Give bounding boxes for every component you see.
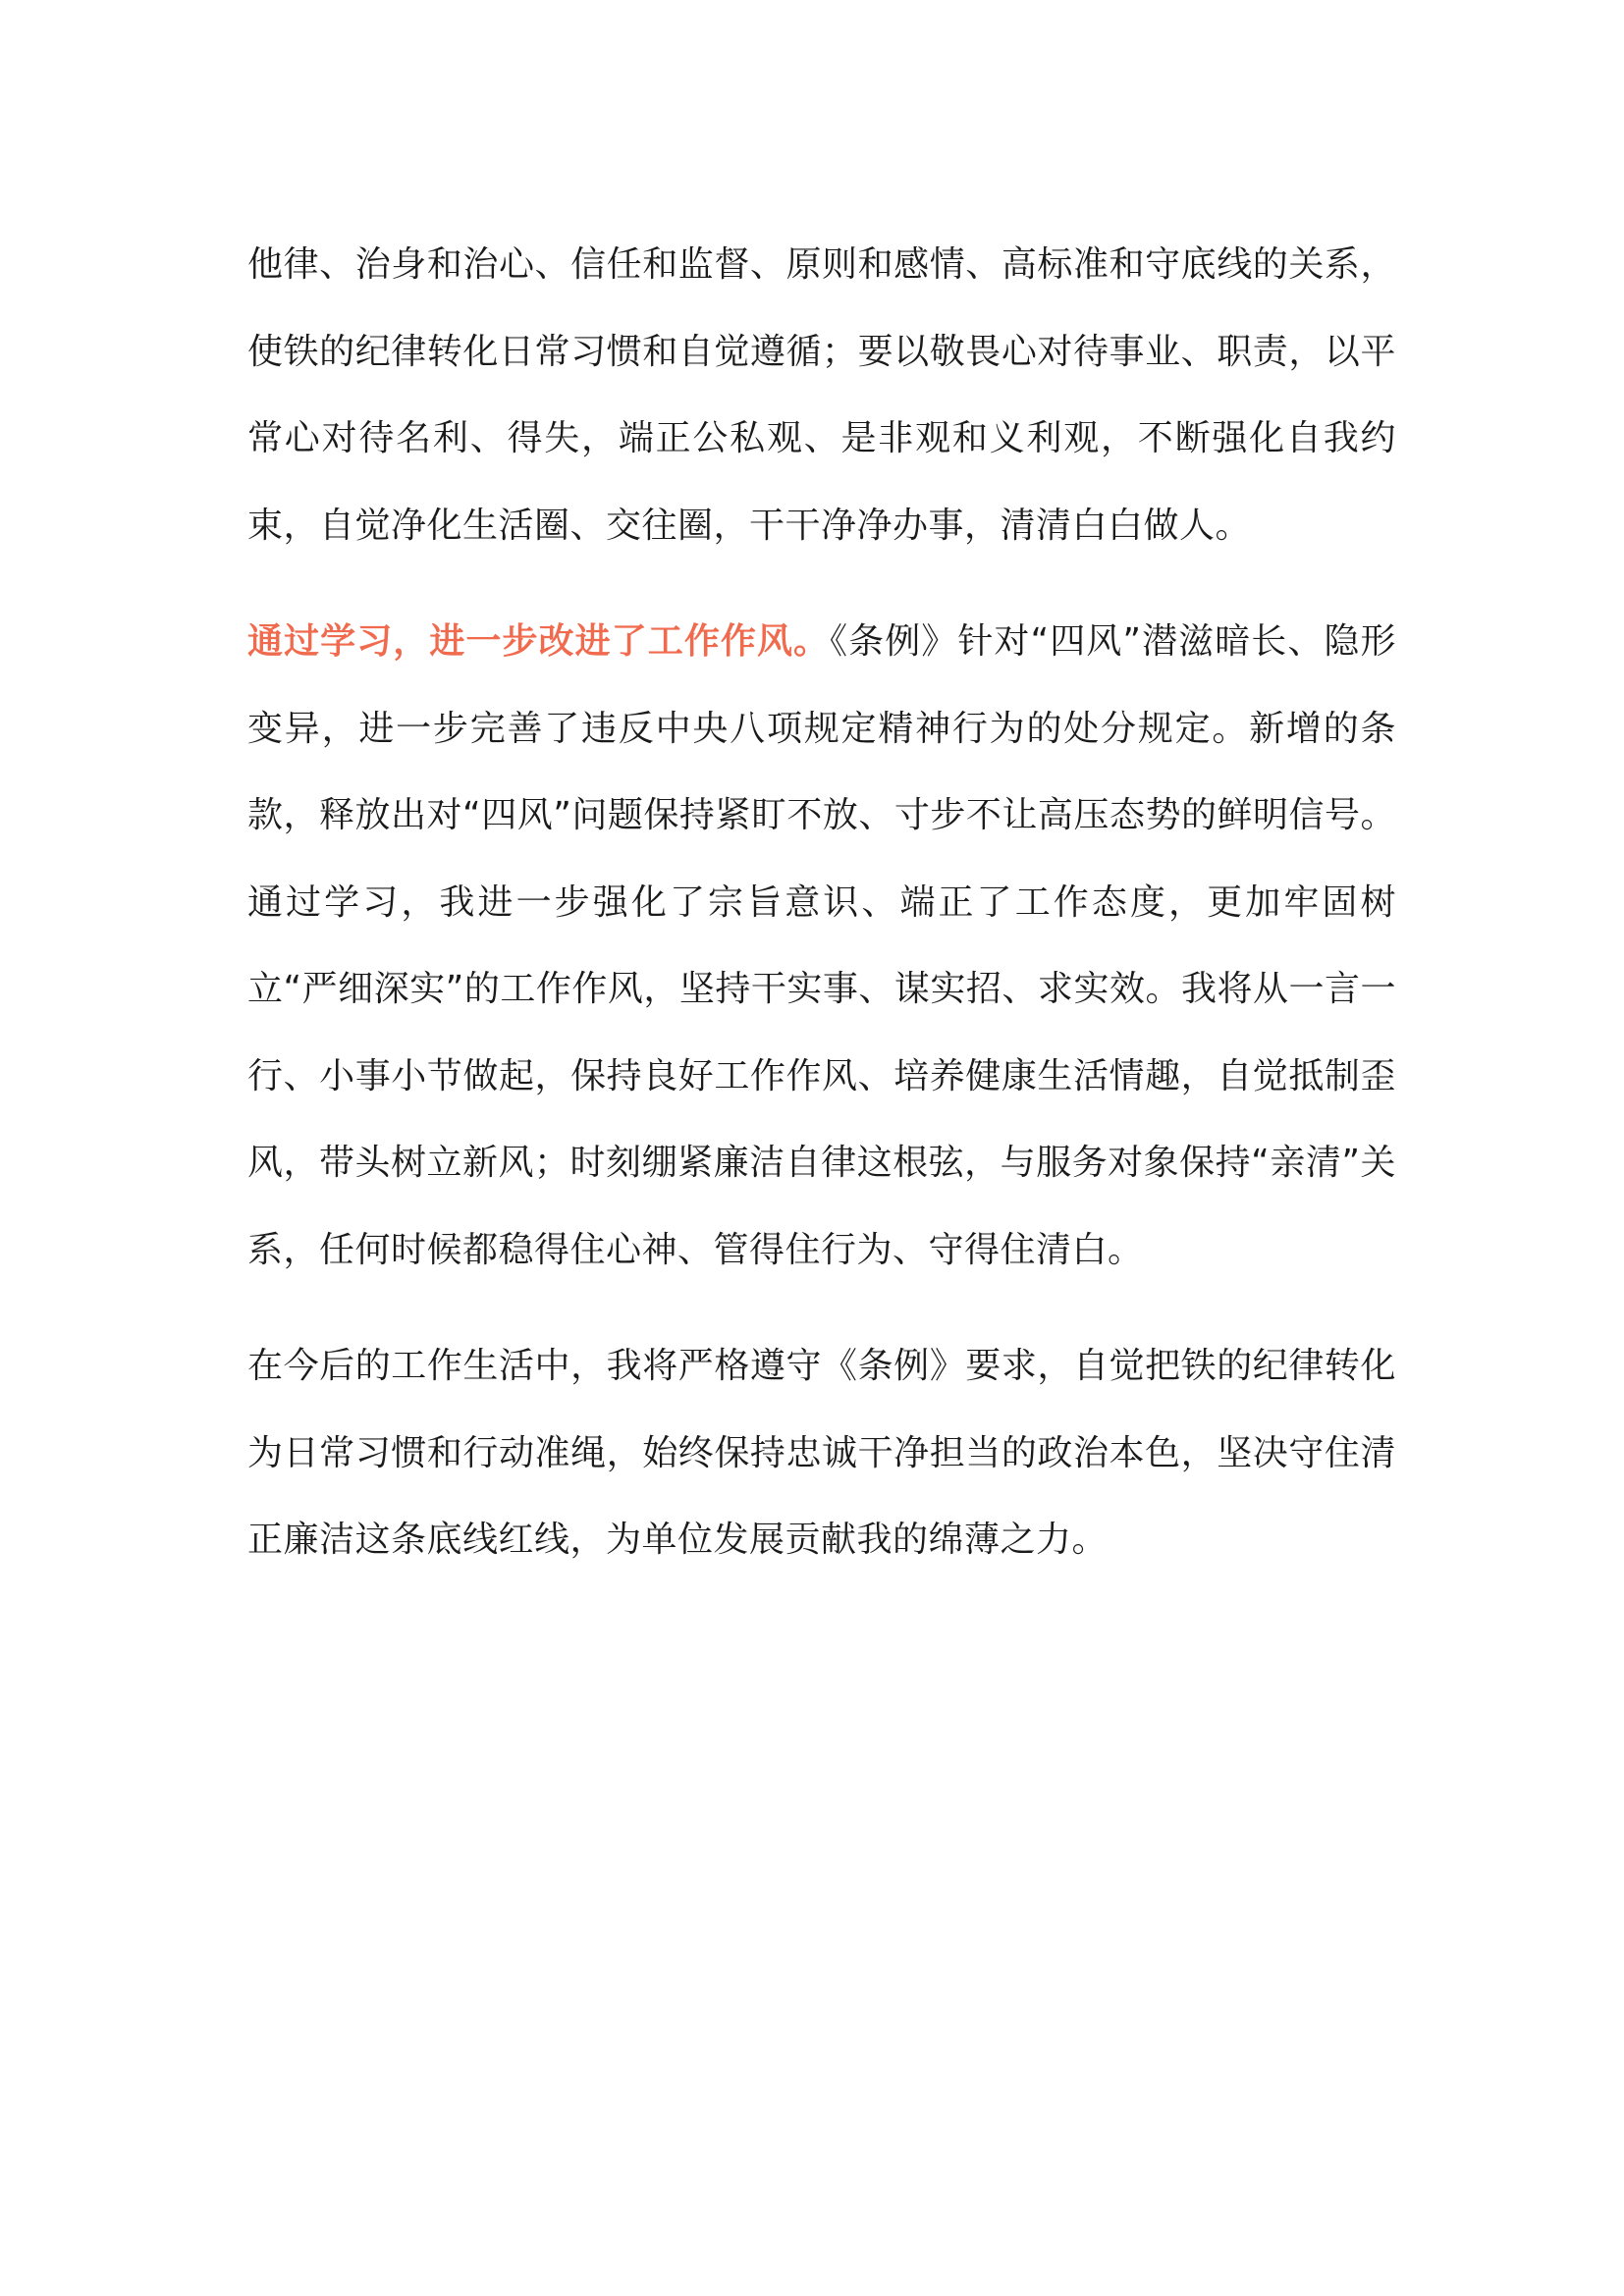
paragraph-1: [247, 222, 1396, 569]
paragraph-2: [247, 599, 1396, 1294]
document-body: [247, 222, 1396, 1584]
paragraph-2-text: 《条例》针对“四风”潜滋暗长、隐形变异，进一步完善了违反中央八项规定精神行为的处分规定。新增的条款，释放出对“四风”问题保持紧盯不放、寸步不让高压态势的鲜明信号。通过学习，我进一步强化了宗旨意识、端正了工作态度，更加牢固树立“严细深实”的工作作风，坚持干实事、谋实招、求实效。我将从一言一行、小事小节做起，保持良好工作作风、培养健康生活情趣，自觉抵制歪风，带头树立新风；时刻绷紧廉洁自律这根弦，与服务对象保持“亲清”关系，任何时候都稳得住心神、管得住行为、守得住清白。: [247, 621, 1396, 1270]
paragraph-2-highlight: 通过学习，进一步改进了工作作风。: [247, 621, 831, 662]
paragraph-3: [247, 1323, 1396, 1584]
paragraph-3-text: 在今后的工作生活中，我将严格遵守《条例》要求，自觉把铁的纪律转化为日常习惯和行动准绳，始终保持忠诚干净担当的政治本色，坚决守住清正廉洁这条底线红线，为单位发展贡献我的绵薄之力。: [247, 1346, 1396, 1560]
paragraph-1-text: 他律、治身和治心、信任和监督、原则和感情、高标准和守底线的关系，使铁的纪律转化日常习惯和自觉遵循；要以敬畏心对待事业、职责，以平常心对待名利、得失，端正公私观、是非观和义利观，不断强化自我约束，自觉净化生活圈、交往圈，干干净净办事，清清白白做人。: [247, 244, 1396, 546]
